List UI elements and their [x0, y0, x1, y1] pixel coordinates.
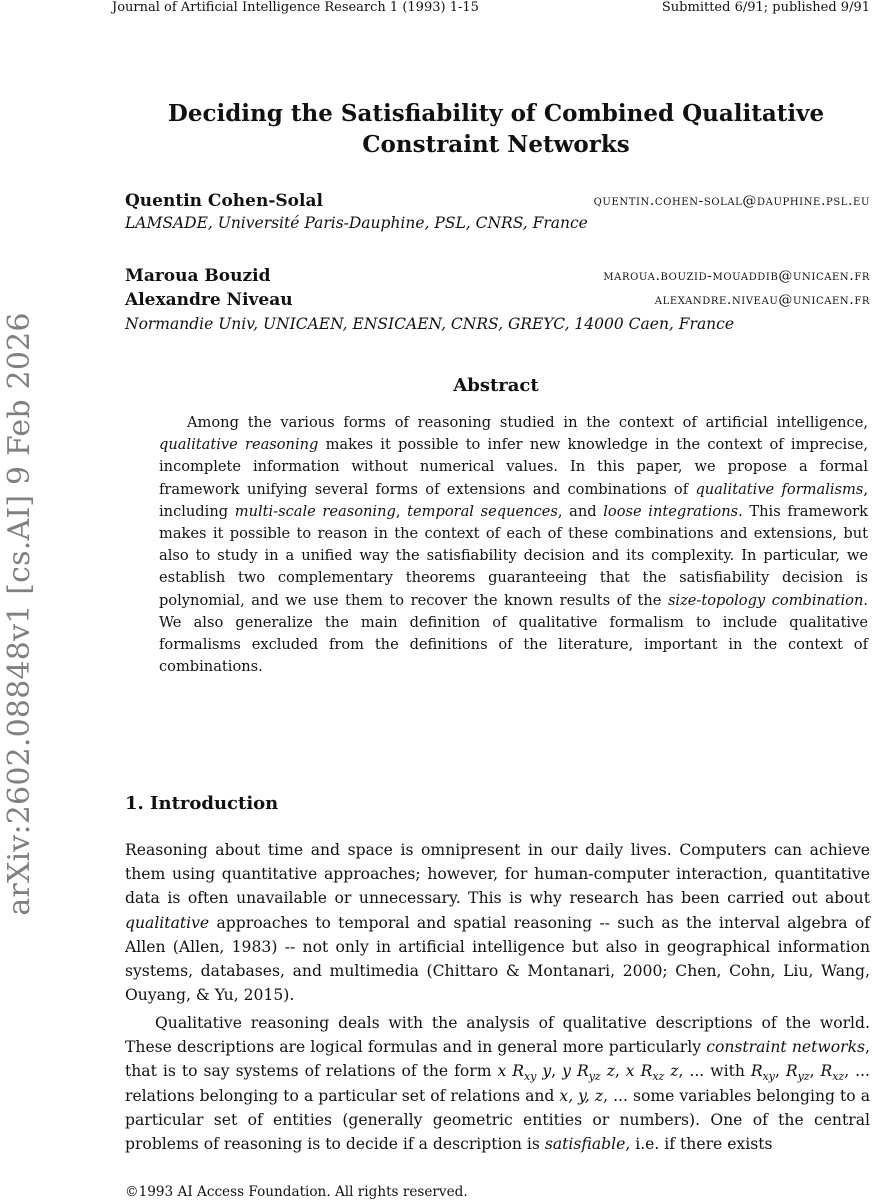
author-name-3: Alexandre Niveau: [125, 290, 293, 310]
author-name-2: Maroua Bouzid: [125, 266, 271, 286]
abstract-heading: Abstract: [453, 375, 539, 396]
copyright-notice: ©1993 AI Access Foundation. All rights reserved.: [125, 1184, 468, 1200]
intro-paragraph-2: Qualitative reasoning deals with the analysis of qualitative descriptions of the world. These descriptions are logical formulas and in general more particularly constraint networks, that is to say systems of relations of the form x $R_{xy}$ y, y $R_{yz}$ z, x $R_{xz}$ z, ... with $R_{xy}$, $R_{yz}$, $R_{xz}$, ... relations belonging to a particular set of relations and x, y, z, ... some variables belonging to a particular set of entities (generally geometric entities or numbers). One of the central problems of reasoning is to decide if a description is satisfiable, i.e. if there exists: [125, 1014, 871, 1154]
affiliation-2: Normandie Univ, UNICAEN, ENSICAEN, CNRS, GREYC, 14000 Caen, France: [125, 315, 735, 333]
section-heading-introduction: 1. Introduction: [125, 793, 279, 814]
arxiv-stamp: arXiv:2602.08848v1 [cs.AI] 9 Feb 2026: [2, 312, 37, 916]
author-name-1: Quentin Cohen-Solal: [125, 191, 323, 211]
author-email-1[interactable]: quentin.cohen-solal@dauphine.psl.eu: [593, 193, 870, 209]
intro-paragraph-1: Reasoning about time and space is omnipresent in our daily lives. Computers can achieve them using quantitative approaches; however, for human-computer interaction, quantitative data is often unavailable or unnecessary. This is why research has been carried out about qualitative approaches to temporal and spatial reasoning -- such as the interval algebra of Allen (Allen, 1983) -- not only in artificial intelligence but also in geographical information systems, databases, and multimedia (Chittaro & Montanari, 2000; Chen, Cohn, Liu, Wang, Ouyang, & Yu, 2015).: [125, 841, 870, 1005]
submission-dates: Submitted 6/91; published 9/91: [661, 0, 870, 15]
abstract-text: Among the various forms of reasoning studied in the context of artificial intelligence, qualitative reasoning makes it possible to infer new knowledge in the context of imprecise, incomplete information without numerical values. In this paper, we propose a formal framework unifying several forms of extensions and combinations of qualitative formalisms, including multi-scale reasoning, temporal sequences, and loose integrations. This framework makes it possible to reason in the context of each of these combinations and extensions, but also to study in a unified way the satisfiability decision and its complexity. In particular, we establish two complementary theorems guaranteeing that the satisfiability decision is polynomial, and we use them to recover the known results of the size-topology combination. We also generalize the main definition of qualitative formalism to include qualitative formalisms excluded from the definitions of the literature, important in the context of combinations.: [159, 414, 869, 676]
author-email-3[interactable]: alexandre.niveau@unicaen.fr: [654, 292, 870, 308]
author-email-2[interactable]: maroua.bouzid-mouaddib@unicaen.fr: [603, 268, 870, 284]
journal-header: Journal of Artificial Intelligence Research 1 (1993) 1-15: [112, 0, 479, 15]
paper-title: Deciding the Satisfiability of Combined Qualitative Constraint Networks: [167, 100, 825, 158]
affiliation-1: LAMSADE, Université Paris-Dauphine, PSL, CNRS, France: [125, 214, 588, 232]
